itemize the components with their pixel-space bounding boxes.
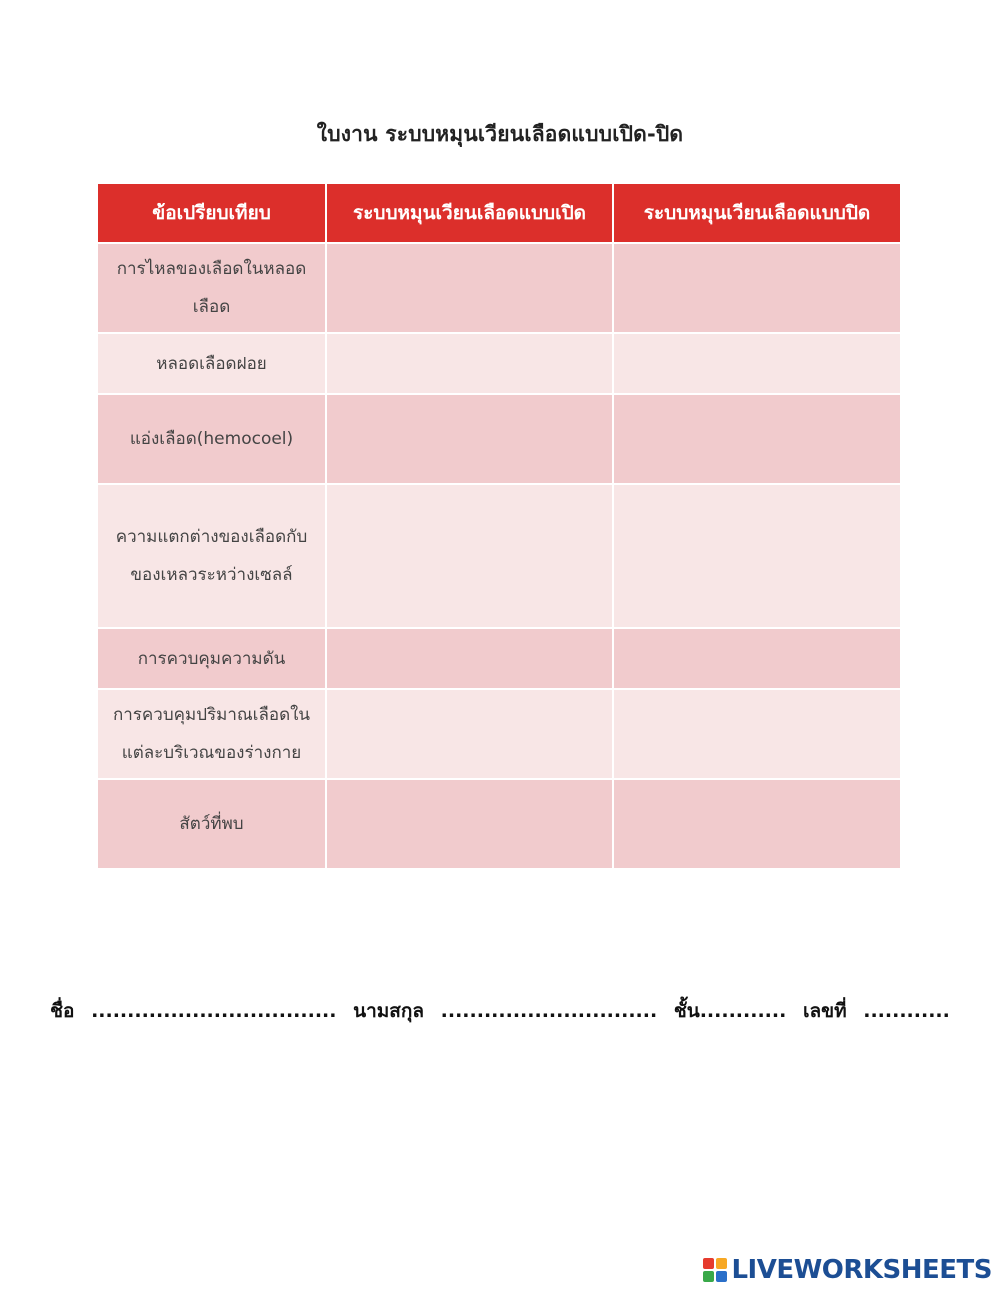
row-topic [97, 628, 326, 689]
topic-line: การไหลของเลือดในหลอด [116, 259, 307, 279]
closed-system-answer-cell[interactable] [613, 394, 901, 484]
open-system-answer-cell[interactable] [326, 333, 613, 394]
row-topic [97, 394, 326, 484]
row-topic [97, 333, 326, 394]
closed-system-answer-cell[interactable] [613, 779, 901, 869]
liveworksheets-logo-icon [703, 1258, 727, 1282]
table-row [97, 628, 901, 689]
topic-line: ความแตกต่างของเลือดกับ [115, 527, 308, 547]
logo-square [703, 1271, 714, 1282]
row-topic [97, 779, 326, 869]
row-topic [97, 484, 326, 628]
open-system-answer-cell[interactable] [326, 779, 613, 869]
open-system-answer-cell[interactable] [326, 628, 613, 689]
table-header-row [97, 183, 901, 243]
topic-line: เลือด [192, 297, 231, 317]
number-blank[interactable]: ............ [863, 1000, 950, 1022]
closed-system-answer-cell[interactable] [613, 484, 901, 628]
table-row [97, 484, 901, 628]
logo-text: LIVEWORKSHEETS [731, 1255, 992, 1285]
topic-line: สัตว์ที่พบ [179, 814, 244, 834]
header-open-system: ระบบหมุนเวียนเลือดแบบเปิด [326, 183, 613, 243]
table-row [97, 243, 901, 333]
table-row [97, 394, 901, 484]
open-system-answer-cell[interactable] [326, 484, 613, 628]
student-info-line [0, 996, 1000, 1026]
open-system-answer-cell[interactable] [326, 394, 613, 484]
header-closed-system: ระบบหมุนเวียนเลือดแบบปิด [613, 183, 901, 243]
topic-line: หลอดเลือดฝอย [156, 353, 267, 374]
surname-blank[interactable]: .............................. [440, 1000, 658, 1022]
class-label: ชั้น [673, 1000, 700, 1022]
number-label: เลขที่ [802, 1000, 847, 1022]
surname-label: นามสกุล [353, 1000, 425, 1022]
closed-system-answer-cell[interactable] [613, 689, 901, 779]
table-row [97, 333, 901, 394]
closed-system-answer-cell[interactable] [613, 333, 901, 394]
table-row [97, 779, 901, 869]
comparison-table [96, 182, 902, 870]
topic-line: แอ่งเลือด(hemocoel) [129, 429, 294, 449]
logo-square [703, 1258, 714, 1269]
open-system-answer-cell[interactable] [326, 689, 613, 779]
open-system-answer-cell[interactable] [326, 243, 613, 333]
worksheet-title: ใบงาน ระบบหมุนเวียนเลือดแบบเปิด-ปิด [316, 122, 684, 146]
topic-line: แต่ละบริเวณของร่างกาย [121, 743, 302, 763]
closed-system-answer-cell[interactable] [613, 628, 901, 689]
name-label: ชื่อ [50, 1000, 75, 1022]
liveworksheets-logo [703, 1254, 992, 1286]
class-blank[interactable]: ............ [699, 1000, 787, 1022]
header-comparison: ข้อเปรียบเทียบ [97, 183, 326, 243]
table-row [97, 689, 901, 779]
logo-square [716, 1258, 727, 1269]
name-blank[interactable]: .................................. [91, 1000, 337, 1022]
topic-line: การควบคุมความดัน [137, 648, 286, 669]
row-topic [97, 689, 326, 779]
closed-system-answer-cell[interactable] [613, 243, 901, 333]
topic-line: การควบคุมปริมาณเลือดใน [112, 705, 311, 725]
topic-line: ของเหลวระหว่างเซลล์ [130, 565, 293, 585]
logo-square [716, 1271, 727, 1282]
row-topic [97, 243, 326, 333]
